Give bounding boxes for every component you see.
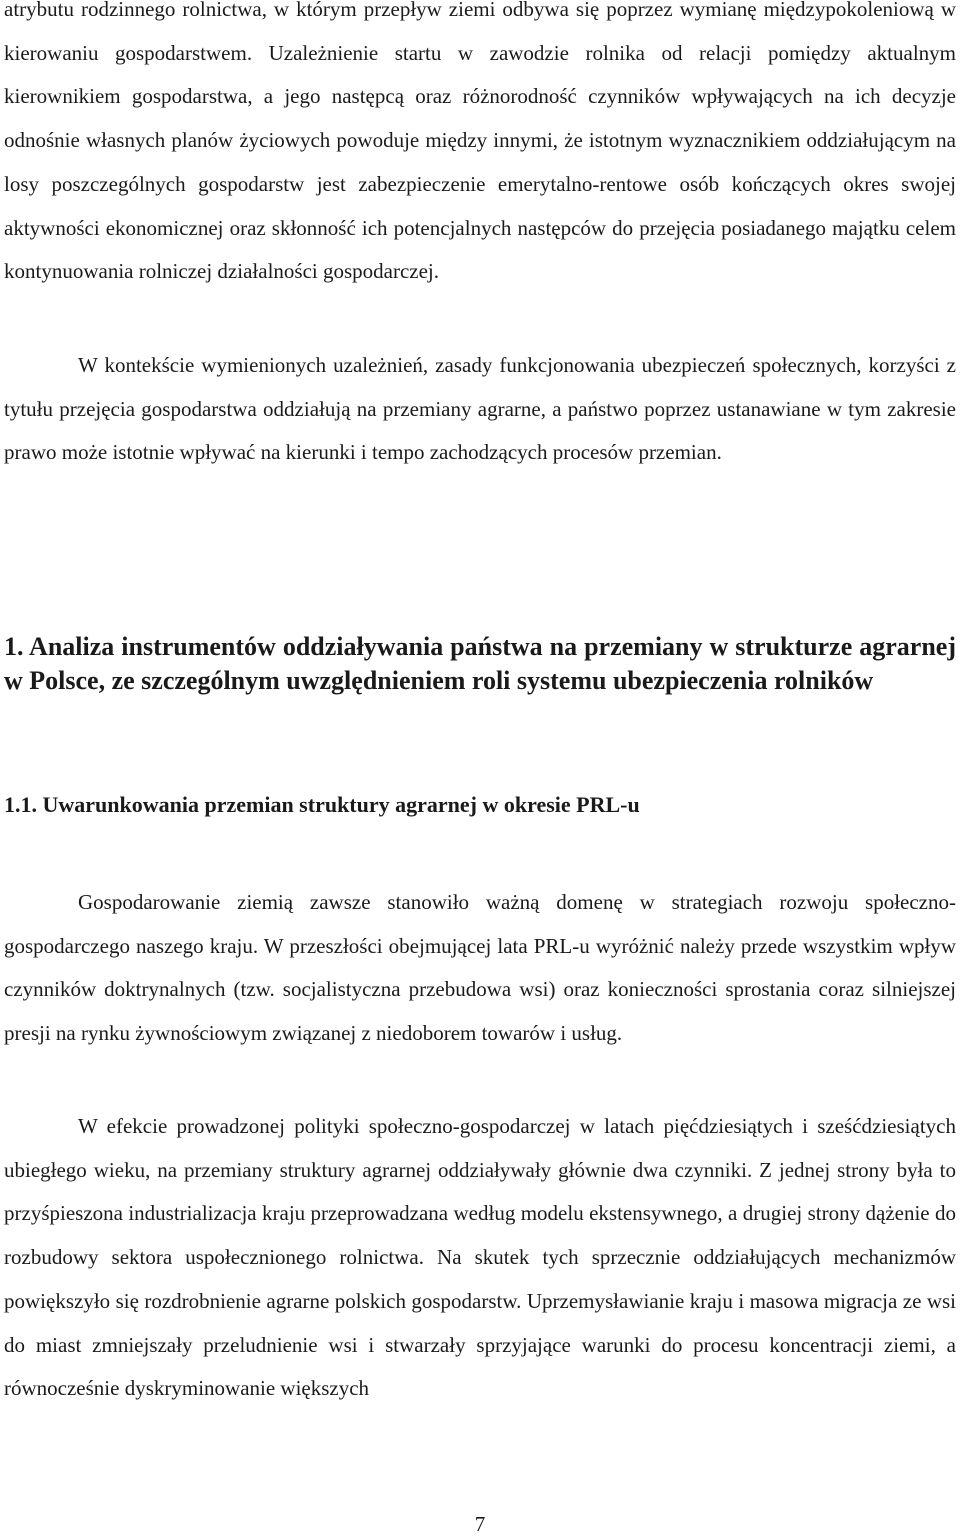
body-paragraph: atrybutu rodzinnego rolnictwa, w którym przepływ ziemi odbywa się poprzez wymianę międzypokoleniową w kierowaniu gospodarstwem. Uzależnienie startu w zawodzie rolnika od relacji pomiędzy aktualnym kierownikiem gospodarstwa, a jego następcą oraz różnorodność czynników wpływających na ich decyzje odnośnie własnych planów życiowych powoduje między innymi, że istotnym wyznacznikiem oddziałującym na losy poszczególnych gospodarstw jest zabezpieczenie emerytalno-rentowe osób kończących okres swojej aktywności ekonomicznej oraz skłonność ich potencjalnych następców do przejęcia posiadanego majątku celem kontynuowania rolniczej działalności gospodarczej. — [4, 0, 956, 284]
section-heading: 1. Analiza instrumentów oddziaływania państwa na przemiany w strukturze agrarnej w Polsce, ze szczególnym uwzględnieniem roli systemu ubezpieczenia rolników — [4, 632, 956, 695]
subsection-heading: 1.1. Uwarunkowania przemian struktury agrarnej w okresie PRL-u — [4, 792, 640, 817]
body-paragraph: Gospodarowanie ziemią zawsze stanowiło ważną domenę w strategiach rozwoju społeczno-gospodarczego naszego kraju. W przeszłości obejmującej lata PRL-u wyróżnić należy przede wszystkim wpływ czynników doktrynalnych (tzw. socjalistyczna przebudowa wsi) oraz konieczności sprostania coraz silniejszej presji na rynku żywnościowym związanej z niedoborem towarów i usług. — [4, 890, 956, 1046]
body-paragraph: W kontekście wymienionych uzależnień, zasady funkcjonowania ubezpieczeń społecznych, korzyści z tytułu przejęcia gospodarstwa oddziałują na przemiany agrarne, a państwo poprzez ustanawiane w tym zakresie prawo może istotnie wpływać na kierunki i tempo zachodzących procesów przemian. — [4, 353, 956, 465]
body-paragraph: W efekcie prowadzonej polityki społeczno-gospodarczej w latach pięćdziesiątych i sześćdziesiątych ubiegłego wieku, na przemiany struktury agrarnej oddziaływały głównie dwa czynniki. Z jednej strony była to przyśpieszona industrializacja kraju przeprowadzana według modelu ekstensywnego, a drugiej strony dążenie do rozbudowy sektora uspołecznionego rolnictwa. Na skutek tych sprzecznie oddziałujących mechanizmów powiększyło się rozdrobnienie agrarne polskich gospodarstw. Uprzemysławianie kraju i masowa migracja ze wsi do miast zmniejszały przeludnienie wsi i stwarzały sprzyjające warunki do procesu koncentracji ziemi, a równocześnie dyskryminowanie większych — [4, 1114, 956, 1401]
page-number: 7 — [474, 1512, 486, 1536]
